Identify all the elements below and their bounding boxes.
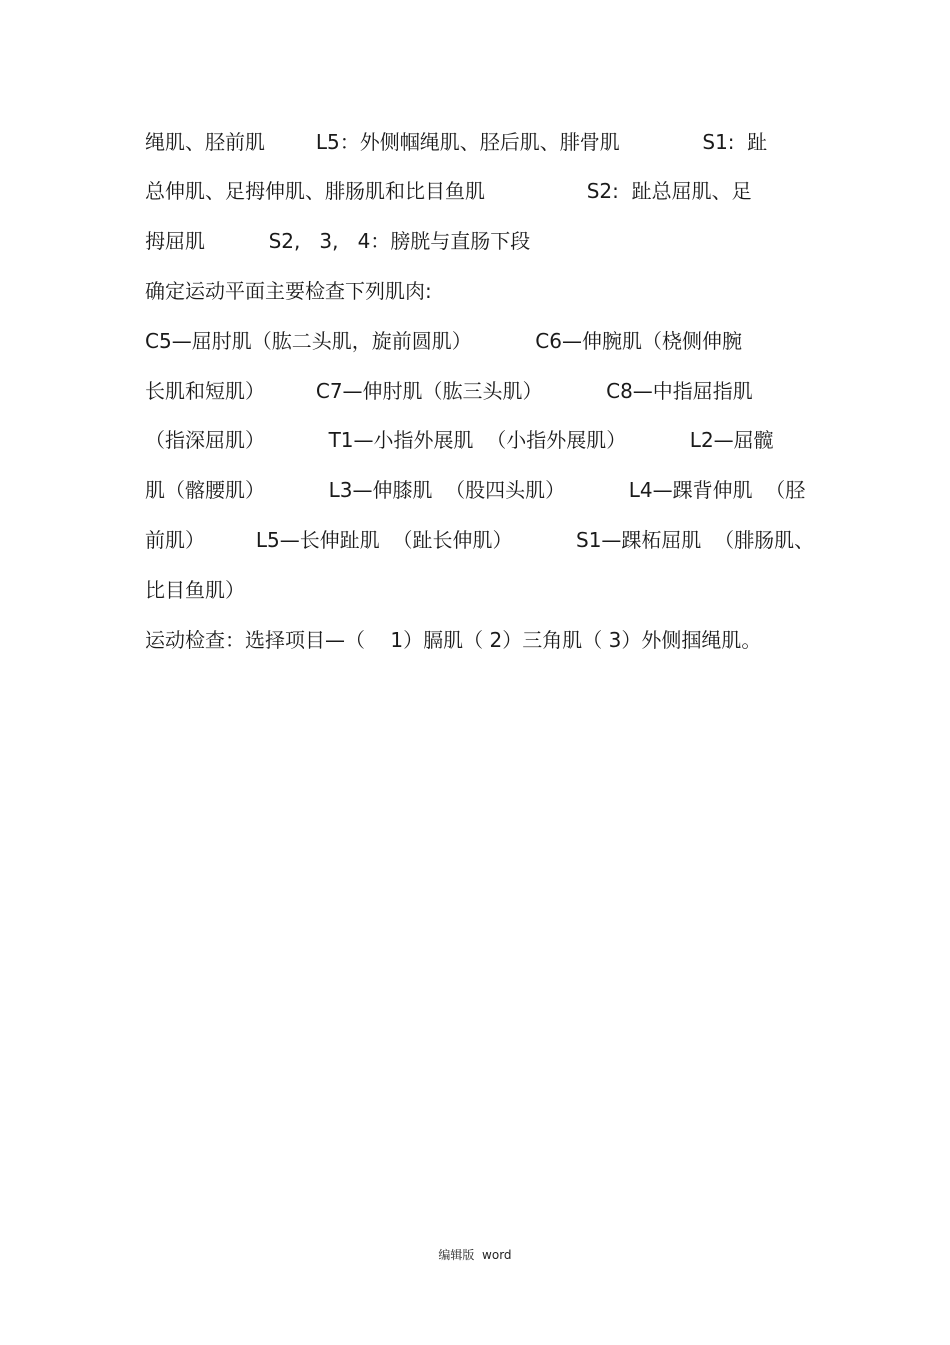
text-line: 总伸肌、足拇伸肌、腓肠肌和比目鱼肌 S2: 趾总屈肌、足 [145,179,752,203]
text-line: 运动检查：选择项目—（ 1）膈肌（ 2）三角肌（ 3）外侧掴绳肌。 [145,628,762,652]
text-line: 长肌和短肌） C7—伸肘肌（肱三头肌） C8—中指屈指肌 [145,379,753,403]
text-line: 绳肌、胫前肌 L5：外侧帼绳肌、胫后肌、腓骨肌 S1: 趾 [145,130,768,154]
text-line: （指深屈肌） T1—小指外展肌 （小指外展肌） L2—屈髋 [145,428,774,452]
text-line: 肌（髂腰肌） L3—伸膝肌 （股四头肌） L4—踝背伸肌 （胫 [145,478,806,502]
text-line: 拇屈肌 S2, 3, 4：膀胱与直肠下段 [145,229,531,253]
text-line: 比目鱼肌） [145,578,245,602]
text-line: C5—屈肘肌（肱二头肌，旋前圆肌） C6—伸腕肌（桡侧伸腕 [145,329,742,353]
page-footer: 编辑版 word [438,1248,512,1262]
text-line: 确定运动平面主要检查下列肌肉: [145,279,432,303]
text-line: 前肌） L5—长伸趾肌 （趾长伸肌） S1—踝柘屈肌 （腓肠肌、 [145,528,815,552]
